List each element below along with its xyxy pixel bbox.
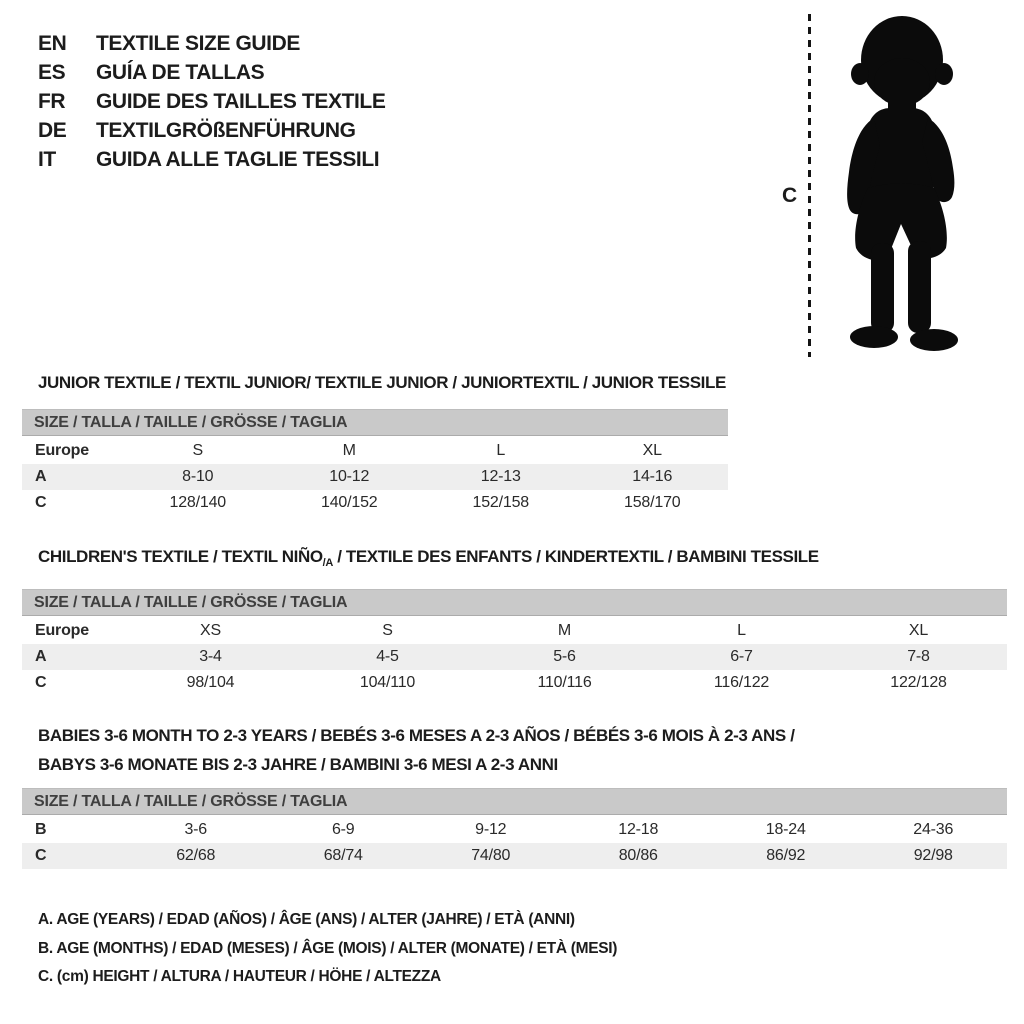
table-row [22,843,1007,869]
age-row-label-cell: A [22,644,122,670]
children-table [22,618,1007,696]
age-value-cell: 10-12 [274,464,426,490]
height-value-cell: 122/128 [890,674,947,691]
size-cell: XL [642,442,662,459]
height-row-label-cell: C [35,494,47,511]
age-value-cell: 6-7 [653,644,830,670]
height-value-cell: 140/152 [321,494,378,511]
age-value-cell: 12-13 [425,464,577,490]
table-row [22,464,728,490]
language-row-fr [38,87,385,116]
language-row-en [38,29,385,58]
junior-section-title: JUNIOR TEXTILE / TEXTIL JUNIOR/ TEXTILE JUNIOR / JUNIORTEXTIL / JUNIOR TESSILE [38,373,726,392]
language-title: GUÍA DE TALLAS [96,61,265,84]
height-value-cell: 92/98 [860,843,1008,869]
age-months-value-cell: 24-36 [913,821,954,838]
children-size-header-bar: SIZE / TALLA / TAILLE / GRÖSSE / TAGLIA [22,589,1007,616]
language-code: DE [38,119,67,142]
table-row [22,817,1007,843]
footnote-age-months: B. AGE (MONTHS) / EDAD (MESES) / ÂGE (MOIS) / ALTER (MONATE) / ETÀ (MESI) [38,940,618,957]
children-section-title [38,542,819,574]
junior-size-header-bar: SIZE / TALLA / TAILLE / GRÖSSE / TAGLIA [22,409,728,436]
height-value-cell: 86/92 [712,843,860,869]
language-code: FR [38,90,66,113]
language-list [38,29,385,174]
region-label-cell: Europe [35,622,89,639]
junior-size-table [22,409,728,516]
children-title-subscript: /A [322,557,333,569]
age-months-value-cell: 9-12 [475,821,507,838]
height-value-cell: 116/122 [713,674,770,691]
size-cell: L [496,442,506,459]
babies-title-line1: BABIES 3-6 MONTH TO 2-3 YEARS / BEBÉS 3-6 MESES A 2-3 AÑOS / BÉBÉS 3-6 MOIS À 2-3 ANS / [38,726,795,745]
table-row [22,490,728,516]
children-title-rest: / TEXTILE DES ENFANTS / KINDERTEXTIL / BAMBINI TESSILE [332,547,819,566]
junior-table [22,438,728,516]
height-value-cell: 80/86 [565,843,713,869]
height-value-cell: 98/104 [186,674,235,691]
children-size-table [22,589,1007,696]
age-value-cell: 14-16 [577,464,729,490]
height-value-cell: 158/170 [624,494,681,511]
children-title-main: CHILDREN'S TEXTILE / TEXTIL NIÑO [38,547,323,566]
age-value-cell: 4-5 [299,644,476,670]
height-value-cell: 74/80 [417,843,565,869]
language-title: GUIDA ALLE TAGLIE TESSILI [96,148,380,171]
language-row-de [38,116,385,145]
language-title: TEXTILGRÖßENFÜHRUNG [96,119,356,142]
babies-table [22,817,1007,869]
table-row [22,438,728,464]
language-code: ES [38,61,66,84]
age-months-value-cell: 12-18 [618,821,659,838]
size-cell: M [557,622,572,639]
age-value-cell: 5-6 [476,644,653,670]
age-months-value-cell: 3-6 [184,821,208,838]
size-cell: L [737,622,746,639]
height-row-label-cell: C [35,674,47,691]
language-title: GUIDE DES TAILLES TEXTILE [96,90,386,113]
table-row [22,670,1007,696]
height-value-cell: 68/74 [270,843,418,869]
babies-title-line2: BABYS 3-6 MONATE BIS 2-3 JAHRE / BAMBINI 3-6 MESI A 2-3 ANNI [38,755,558,774]
size-cell: M [342,442,356,459]
toddler-silhouette-image [818,10,985,358]
language-code: IT [38,148,56,171]
age-value-cell: 3-4 [122,644,299,670]
age-months-value-cell: 18-24 [765,821,806,838]
footnote-age-years: A. AGE (YEARS) / EDAD (AÑOS) / ÂGE (ANS) / ALTER (JAHRE) / ETÀ (ANNI) [38,911,575,928]
language-row-es [38,58,385,87]
height-value-cell: 110/116 [537,674,592,691]
height-value-cell: 128/140 [169,494,226,511]
language-title: TEXTILE SIZE GUIDE [96,32,300,55]
babies-size-header-bar: SIZE / TALLA / TAILLE / GRÖSSE / TAGLIA [22,788,1007,815]
babies-section-title [38,721,795,779]
size-cell: S [382,622,393,639]
size-cell: XL [908,622,929,639]
size-cell: XS [200,622,221,639]
age-value-cell: 7-8 [830,644,1007,670]
age-row-label-cell: A [22,464,122,490]
language-code: EN [38,32,67,55]
babies-size-table [22,788,1007,869]
age-months-value-cell: 6-9 [331,821,355,838]
language-row-it [38,145,385,174]
height-dotted-line [808,14,811,357]
table-row [22,618,1007,644]
height-value-cell: 62/68 [122,843,270,869]
age-months-row-label-cell: B [35,821,47,838]
age-value-cell: 8-10 [122,464,274,490]
region-label-cell: Europe [35,442,89,459]
height-value-cell: 104/110 [359,674,416,691]
height-value-cell: 152/158 [472,494,529,511]
height-row-label-cell: C [22,843,122,869]
height-measure-label: C [782,184,798,207]
footnote-height-cm: C. (cm) HEIGHT / ALTURA / HAUTEUR / HÖHE / ALTEZZA [38,968,441,985]
table-row [22,644,1007,670]
size-cell: S [192,442,203,459]
